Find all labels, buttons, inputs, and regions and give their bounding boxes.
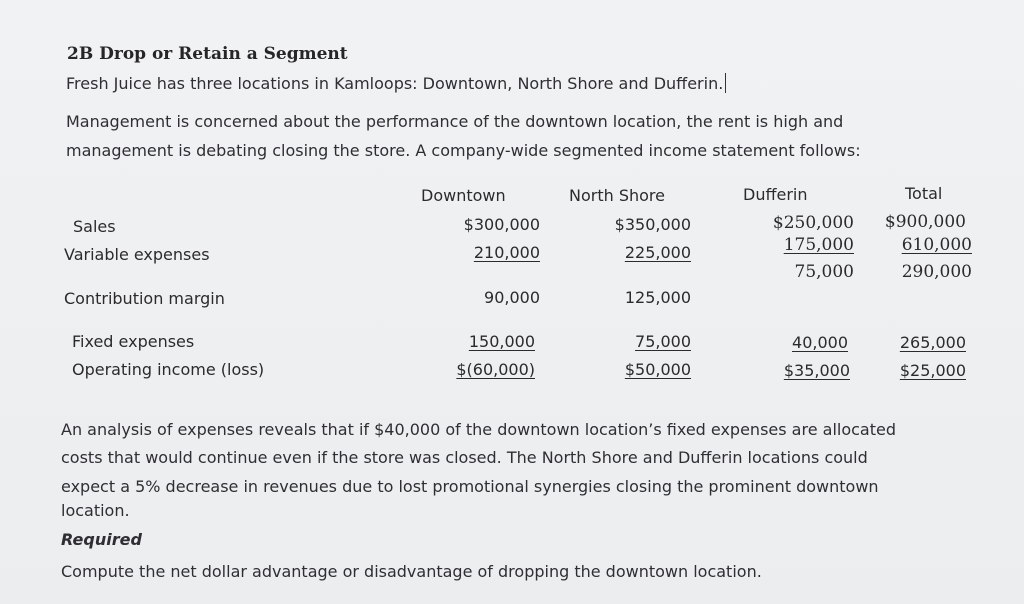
- sales-downtown: $300,000: [463, 215, 540, 234]
- variable-dufferin: 175,000: [783, 235, 854, 255]
- sales-north-shore: $350,000: [614, 215, 691, 234]
- column-header-north-shore: North Shore: [569, 186, 665, 205]
- contribution-total: 290,000: [901, 262, 972, 282]
- operating-north-shore: $50,000: [624, 360, 691, 379]
- sales-total: $900,000: [884, 212, 966, 232]
- operating-dufferin: $35,000: [783, 361, 850, 380]
- variable-downtown: 210,000: [473, 243, 540, 262]
- paragraph-2-line-1: An analysis of expenses reveals that if $40,000 of the downtown location’s fixed expenses are allocated: [61, 420, 896, 439]
- operating-downtown: $(60,000): [456, 360, 535, 379]
- paragraph-1-line-1: Management is concerned about the performance of the downtown location, the rent is high and: [66, 112, 844, 131]
- paragraph-2-line-3: expect a 5% decrease in revenues due to lost promotional synergies closing the prominent downtown: [61, 477, 879, 496]
- row-label-operating-income: Operating income (loss): [72, 360, 265, 379]
- variable-total: 610,000: [901, 235, 972, 255]
- variable-north-shore: 225,000: [624, 243, 691, 262]
- intro-text: [66, 73, 726, 93]
- contribution-north-shore: 125,000: [624, 288, 691, 307]
- row-label-fixed-expenses: Fixed expenses: [72, 332, 195, 351]
- sales-dufferin: $250,000: [772, 213, 854, 233]
- fixed-dufferin: 40,000: [792, 333, 848, 352]
- row-label-sales: Sales: [73, 217, 116, 236]
- column-header-downtown: Downtown: [421, 186, 506, 205]
- column-header-total: Total: [905, 184, 943, 203]
- fixed-total: 265,000: [899, 333, 966, 352]
- paragraph-2-line-2: costs that would continue even if the store was closed. The North Shore and Dufferin locations could: [61, 448, 868, 467]
- fixed-north-shore: 75,000: [635, 332, 691, 351]
- row-label-contribution-margin: Contribution margin: [64, 289, 225, 308]
- fixed-downtown: 150,000: [468, 332, 535, 351]
- required-label: Required: [61, 530, 142, 549]
- column-header-dufferin: Dufferin: [743, 185, 808, 204]
- contribution-downtown: 90,000: [484, 288, 540, 307]
- contribution-dufferin: 75,000: [794, 262, 854, 282]
- document-title: 2B Drop or Retain a Segment: [67, 44, 348, 64]
- required-text: Compute the net dollar advantage or disadvantage of dropping the downtown location.: [61, 562, 762, 581]
- operating-total: $25,000: [899, 361, 966, 380]
- row-label-variable-expenses: Variable expenses: [64, 245, 210, 264]
- intro-sentence: Fresh Juice has three locations in Kamloops: Downtown, North Shore and Dufferin.: [66, 74, 724, 93]
- paragraph-1-line-2: management is debating closing the store. A company-wide segmented income statement follows:: [66, 141, 861, 160]
- paragraph-2-line-4: location.: [61, 501, 130, 520]
- text-cursor: [725, 73, 726, 93]
